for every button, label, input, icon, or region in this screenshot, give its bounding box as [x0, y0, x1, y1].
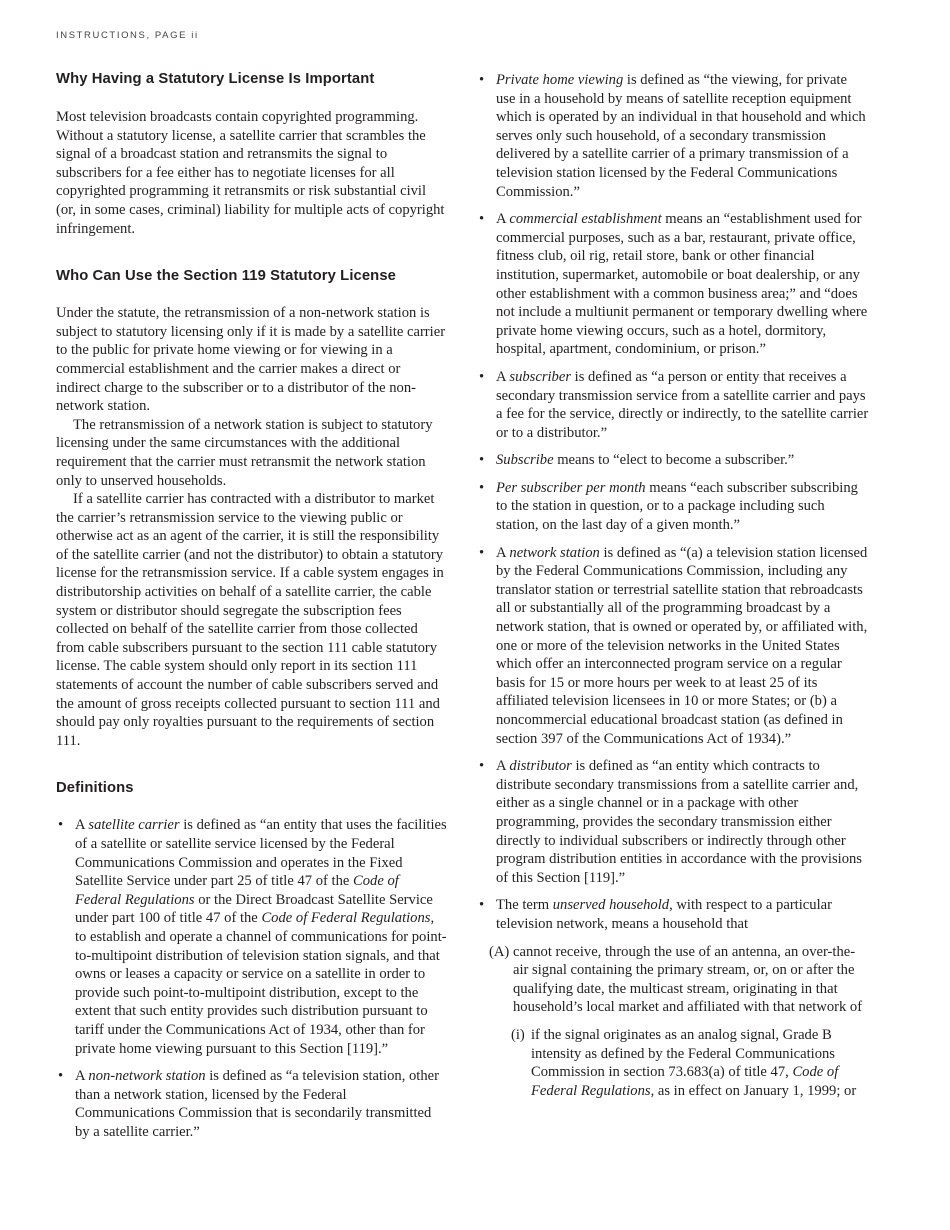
- paragraph-why-important: Most television broadcasts contain copyrighted programming. Without a statutory license, a satellite carrier that scrambles the signal of a broadcast station and retransmits the signal to subscribers for a fee either has to negotiate licenses for all copyrighted programming it retransmits or risk substantial civil (or, in some cases, criminal) liability for multiple acts of copyright infringement.: [56, 109, 445, 237]
- running-head: INSTRUCTIONS, PAGE ii: [56, 30, 199, 41]
- bullet-icon: •: [58, 1068, 64, 1085]
- bullet-icon: •: [479, 368, 485, 385]
- definition-distributor: • A distributor is defined as “an entity which contracts to distribute secondary transmissions from a satellite carrier and, either as a single channel or in a package with other programming, provides the secondary transmission either directly to individual subscribers or indirectly through other program distribution entities in accordance with the provisions of this Section [119].”: [479, 758, 862, 886]
- definition-subscribe: • Subscribe means to “elect to become a subscriber.”: [479, 452, 795, 469]
- definition-network-station: • A network station is defined as “(a) a television station licensed by the Federal Communications Commission, including any translator station or terrestrial satellite station that rebroadcasts all or substantially all of the programming broadcast by a network station, that is owned or operated by, or affiliated with, one or more of the television networks in the United States which offer an interconnected program service on a regular basis for 15 or more hours per week to at least 25 of its affiliated television licensees in 10 or more States; or (b) a noncommercial educational broadcast station (as defined in section 397 of the Communications Act of 1934).”: [479, 544, 868, 747]
- paragraph-non-network: Under the statute, the retransmission of a non-network station is subject to statutory licensing only if it is made by a satellite carrier to the public for private home viewing or for viewing in a commercial establishment and the carrier makes a direct or indirect charge to the subscriber or to a distributor of the non-network station.: [56, 305, 446, 415]
- definition-non-network-station: • A non-network station is defined as “a television station, other than a network station, licensed by the Federal Communications Commission that is secondarily transmitted by a satellite carrier.”: [58, 1068, 439, 1140]
- heading-definitions: Definitions: [56, 780, 134, 797]
- definition-per-subscriber-per-month: • Per subscriber per month means “each subscriber subscribing to the station in question, or to a package including such station, on the last day of a given month.”: [479, 479, 858, 534]
- definition-commercial-establishment: • A commercial establishment means an “establishment used for commercial purposes, such as a bar, restaurant, private office, fitness club, oil rig, retail store, bank or other financial institution, supermarket, automobile or boat dealership, or any other establishment with a common business area;” and “does not include a multiunit permanent or temporary dwelling where private home viewing occurs, such as a hotel, dormitory, hospital, apartment, condominium, or prison.”: [479, 211, 868, 358]
- definition-subscriber: • A subscriber is defined as “a person or entity that receives a secondary transmission service from a satellite carrier and pays a fee for the service, directly or indirectly, to the satellite carrier or to a distributor.”: [479, 368, 869, 441]
- bullet-icon: •: [479, 72, 485, 88]
- unserved-household-clause-a: (A) cannot receive, through the use of an antenna, an over-the-air signal containing the primary stream, or, on or after the qualifying date, the multicast stream, originating in that household’s local market and affiliated with that network of: [489, 943, 863, 1016]
- bullet-icon: •: [58, 817, 64, 834]
- definition-private-home-viewing: • Private home viewing is defined as “the viewing, for private use in a household by means of satellite reception equipment which is operated by an individual in that household and which serves only such household, of a secondary transmission delivered by a satellite carrier of a primary transmission of a television station licensed by the Federal Communications Commission.”: [479, 72, 866, 200]
- right-column: [477, 71, 869, 1100]
- clause-marker: (i): [511, 1026, 525, 1043]
- definition-unserved-household: • The term unserved household, with respect to a particular television network, means a household that: [479, 897, 832, 932]
- bullet-icon: •: [479, 758, 485, 775]
- paragraph-distributor: If a satellite carrier has contracted with a distributor to market the carrier’s retransmission service to the viewing public or otherwise act as an agent of the carrier, it is still the responsibility of the satellite carrier (and not the distributor) to obtain a statutory license for the retransmission service. If a cable system engages in distributorship activities on behalf of a satellite carrier, the cable system or distributor should segregate the subscription fees collected on behalf of the satellite carrier from those collected from cable subscribers pursuant to the section 111 cable statutory license. The cable system should only report in its section 111 statements of account the number of cable subscribers served and the amount of gross receipts collected pursuant to section 111 and should pay only royalties pursuant to the requirements of section 111.: [56, 491, 444, 749]
- bullet-icon: •: [479, 897, 485, 914]
- bullet-icon: •: [479, 544, 485, 561]
- clause-marker: (A): [489, 943, 510, 960]
- unserved-household-clause-i: (i) if the signal originates as an analog signal, Grade B intensity as defined by the Federal Communications Commission in section 73.683(a) of title 47, Code of Federal Regulations, as in effect on January 1, 1999; or: [511, 1026, 857, 1099]
- heading-who-can-use: Who Can Use the Section 119 Statutory License: [56, 268, 396, 285]
- bullet-icon: •: [479, 479, 485, 496]
- paragraph-network: The retransmission of a network station is subject to statutory licensing under the same circumstances with the additional requirement that the carrier must retransmit the network station only to unserved households.: [56, 416, 433, 489]
- definition-satellite-carrier: • A satellite carrier is defined as “an entity that uses the facilities of a satellite or satellite service licensed by the Federal Communications Commission and operates in the Fixed Satellite Service under part 25 of title 47 of the Code of Federal Regulations or the Direct Broadcast Satellite Service under part 100 of title 47 of the Code of Federal Regulations, to establish and operate a channel of communications for point-to-multipoint distribution of television station signals, and that owns or leases a capacity or service on a satellite in order to provide such point-to-multipoint distribution, except to the extent that such entity provides such distribution pursuant to tariff under the Communications Act of 1934, other than for private home viewing pursuant to this Section [119].”: [58, 817, 447, 1057]
- left-column: [56, 71, 448, 1142]
- bullet-icon: •: [479, 452, 485, 469]
- heading-statutory-license-important: Why Having a Statutory License Is Important: [56, 71, 375, 87]
- bullet-icon: •: [479, 211, 485, 228]
